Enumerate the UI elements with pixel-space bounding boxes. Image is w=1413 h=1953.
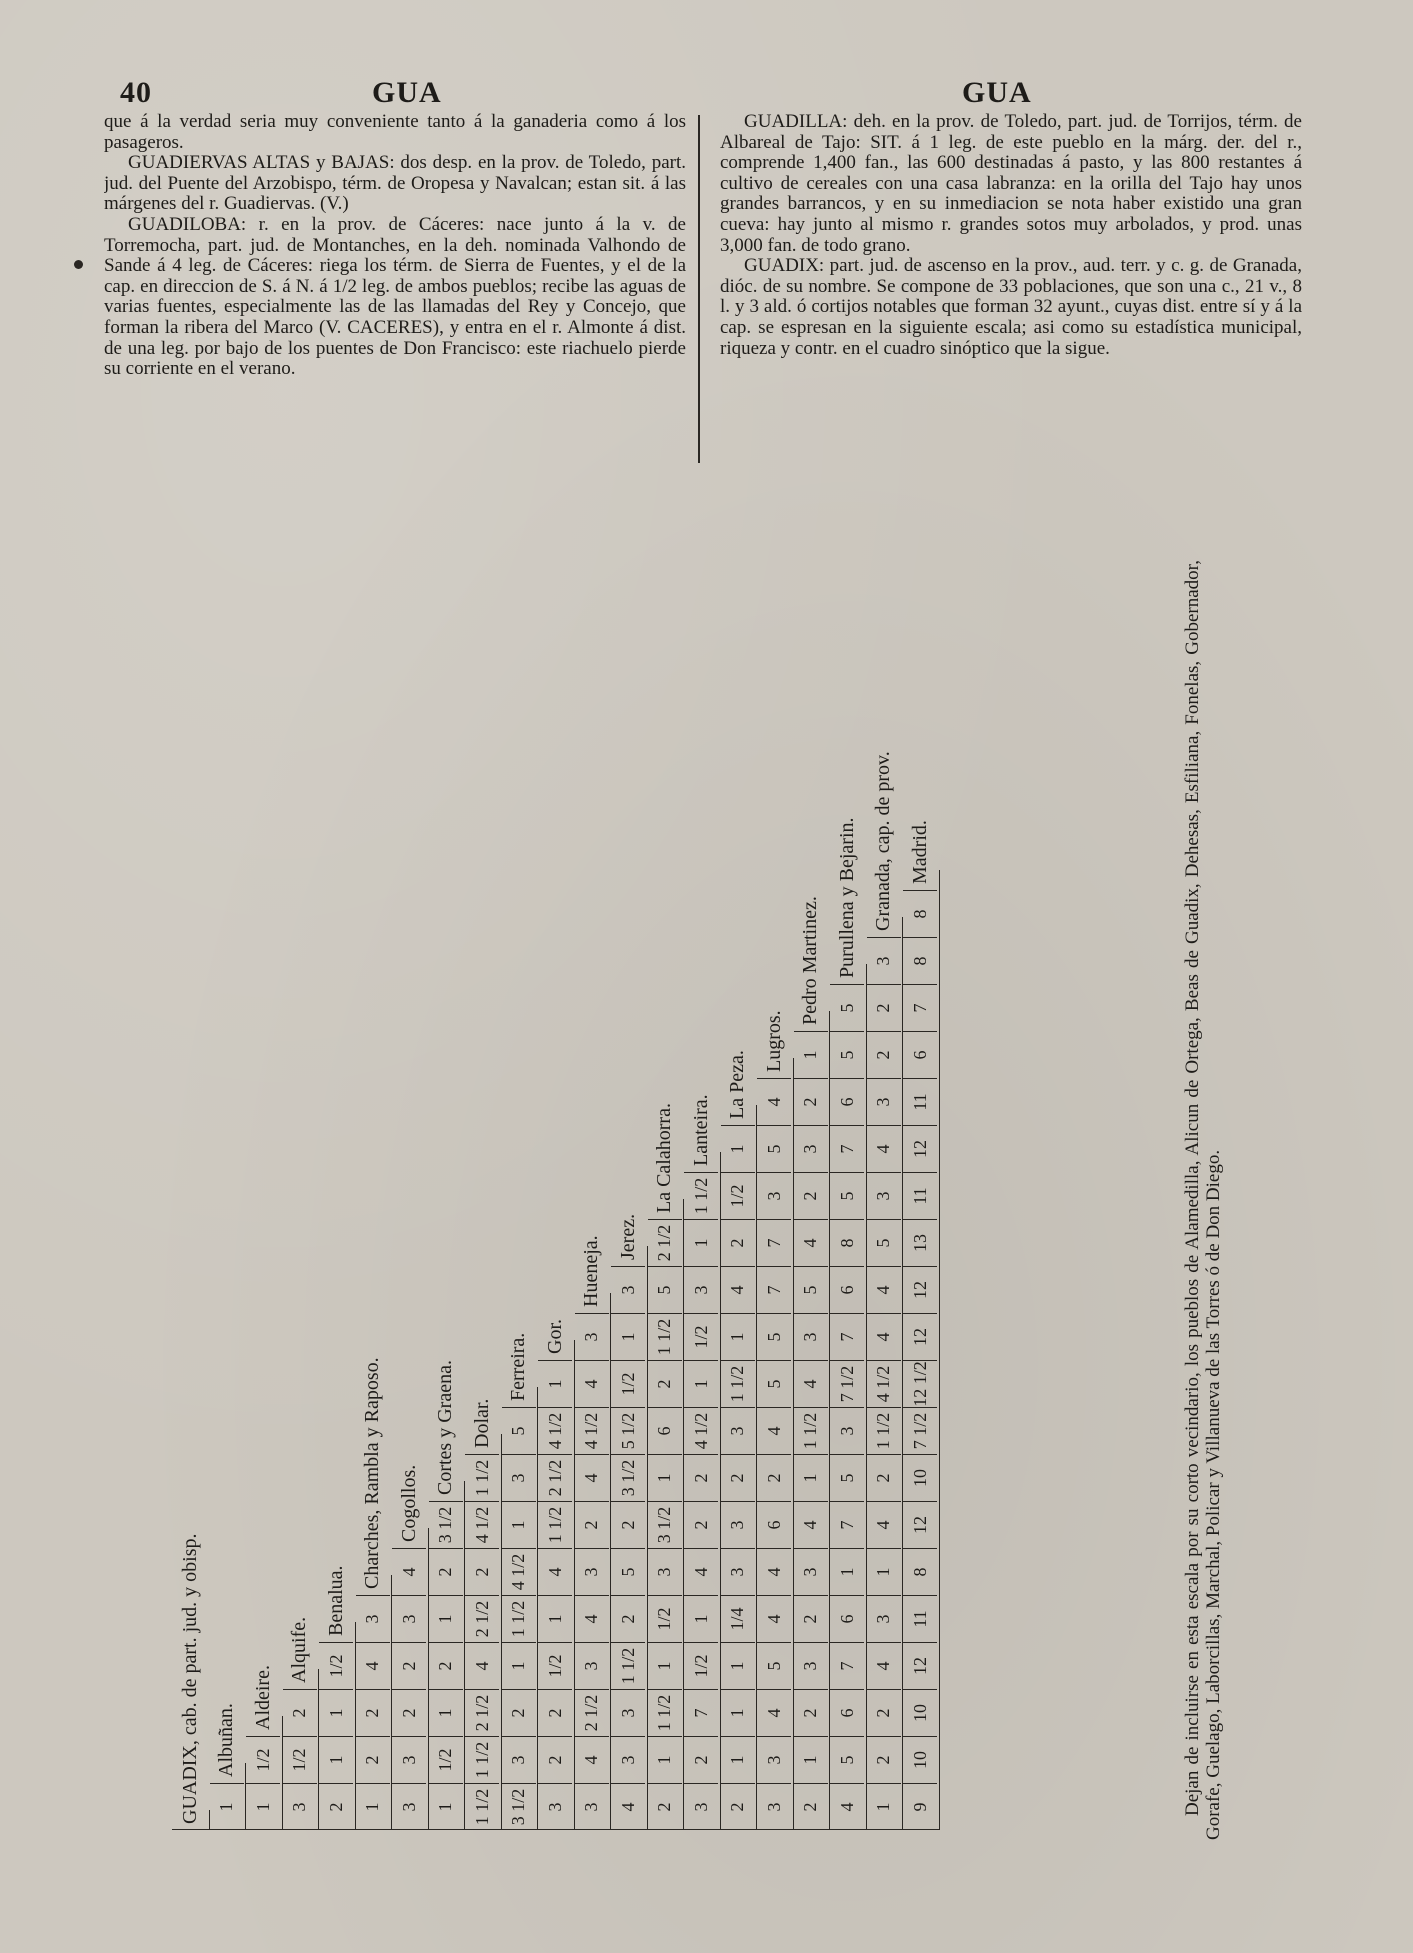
table-left-rule <box>172 1827 939 1830</box>
table-footnote <box>1182 560 1262 1840</box>
distance-cell: 7 <box>684 1689 718 1736</box>
distance-cell: 2 <box>867 1031 901 1078</box>
distance-cell: 5 <box>502 1407 536 1454</box>
distance-cell: 2 1/2 <box>538 1454 572 1501</box>
distance-cell: 7 <box>830 1125 864 1172</box>
distance-cell: 12 <box>903 1125 937 1172</box>
running-head-right: GUA <box>962 76 1032 109</box>
distance-cell: 4 1/2 <box>502 1548 536 1595</box>
distance-cell: 4 <box>757 1595 791 1642</box>
distance-cell: 4 <box>757 1548 791 1595</box>
distance-cell: 3 <box>502 1454 536 1501</box>
distance-cell: 1 1/2 <box>867 1407 901 1454</box>
distance-cell: 4 <box>721 1266 755 1313</box>
distance-cell: 3 <box>684 1783 718 1830</box>
distance-cell: 3 <box>830 1407 864 1454</box>
distance-cell: 1/2 <box>648 1595 682 1642</box>
distance-cell: 3 <box>867 937 901 984</box>
distance-cell: 7 <box>757 1219 791 1266</box>
distance-cell: 1 <box>721 1689 755 1736</box>
distance-cell: 2 <box>794 1172 828 1219</box>
distance-cell: 1 <box>794 1031 828 1078</box>
distance-cell: 1 <box>319 1736 353 1783</box>
distance-cell: 7 <box>903 984 937 1031</box>
distance-cell: 2 <box>538 1736 572 1783</box>
distance-cell: 5 <box>830 1031 864 1078</box>
paragraph: GUADILOBA: r. en la prov. de Cáceres: nace junto á la v. de Torremocha, part. jud. de Montanches, en la deh. nominada Valhondo de Sande á 4 leg. de Cáceres: riega los térm. de Sierra de Fuentes, y el de la cap. en direccion de S. á N. á 1/2 leg. de ambos pueblos; recibe las aguas de varias fuentes, especialmente las de las llamadas del Rey y Concejo, que forman la ribera del Marco (V. CACERES), y entra en el r. Almonte á dist. de una leg. por bajo de los puentes de Don Francisco: este riachuelo pierde su corriente en el verano. <box>104 213 686 380</box>
distance-cell: 2 <box>611 1501 645 1548</box>
town-name: Albuñan. <box>215 1703 237 1777</box>
distance-cell: 4 <box>867 1642 901 1689</box>
distance-cell: 2 <box>721 1219 755 1266</box>
distance-cell: 13 <box>903 1219 937 1266</box>
town-name: Lugros. <box>762 1010 785 1072</box>
distance-cell: 4 <box>794 1360 828 1407</box>
distance-cell: 3 <box>794 1642 828 1689</box>
distance-cell: 1 <box>538 1360 572 1407</box>
distance-cell: 1 <box>319 1689 353 1736</box>
distance-cell: 7 1/2 <box>830 1360 864 1407</box>
distance-cell: 5 <box>757 1642 791 1689</box>
distance-cell: 4 <box>575 1360 609 1407</box>
distance-cell: 4 <box>538 1548 572 1595</box>
distance-cell: 5 <box>757 1360 791 1407</box>
distance-cell: 4 <box>392 1548 426 1595</box>
distance-cell: 1 <box>648 1454 682 1501</box>
distance-cell: 3 <box>356 1595 390 1642</box>
distance-cell: 3 <box>648 1548 682 1595</box>
distance-cell: 2 <box>356 1736 390 1783</box>
distance-cell: 2 1/2 <box>648 1219 682 1266</box>
distance-cell: 4 <box>757 1078 791 1125</box>
town-name: Dolar. <box>470 1398 493 1448</box>
distance-cell: 5 <box>830 1172 864 1219</box>
distance-cell: 1 <box>684 1360 718 1407</box>
right-text-column <box>720 112 1302 452</box>
distance-cell: 3 <box>611 1736 645 1783</box>
distance-cell: 1 1/2 <box>648 1313 682 1360</box>
distance-cell: 6 <box>903 1031 937 1078</box>
distance-cell: 1 <box>867 1783 901 1830</box>
town-name: Lanteira. <box>689 1094 712 1166</box>
town-name: Gor. <box>543 1319 566 1354</box>
paragraph: GUADIERVAS ALTAS y BAJAS: dos desp. en la prov. de Toledo, part. jud. del Puente del Arzobispo, térm. de Oropesa y Navalcan; estan sit. á las márgenes del r. Guadiervas. (V.) <box>104 152 686 215</box>
distance-cell: 1 <box>429 1783 463 1830</box>
distance-cell: 2 <box>392 1689 426 1736</box>
distance-cell: 10 <box>903 1454 937 1501</box>
distance-cell: 3 1/2 <box>429 1501 463 1548</box>
distance-cell: 1 <box>246 1783 280 1830</box>
distance-cell: 1 <box>721 1125 755 1172</box>
distance-table <box>172 560 962 1830</box>
distance-cell: 2 1/2 <box>465 1689 499 1736</box>
distance-cell: 11 <box>903 1595 937 1642</box>
distance-cell: 4 <box>867 1501 901 1548</box>
distance-cell: 1 <box>867 1548 901 1595</box>
distance-cell: 1 1/2 <box>794 1407 828 1454</box>
distance-cell: 7 <box>830 1501 864 1548</box>
distance-cell: 7 <box>830 1313 864 1360</box>
column-divider <box>698 115 700 463</box>
distance-cell: 4 <box>465 1642 499 1689</box>
distance-cell: 9 <box>903 1783 937 1830</box>
distance-cell: 4 <box>830 1783 864 1830</box>
page-number: 40 <box>120 76 152 109</box>
distance-cell: 3 <box>392 1736 426 1783</box>
running-head-left: GUA <box>372 76 442 109</box>
distance-cell: 3 <box>757 1736 791 1783</box>
distance-cell: 2 <box>867 1689 901 1736</box>
distance-cell: 2 1/2 <box>575 1689 609 1736</box>
distance-cell: 2 <box>757 1454 791 1501</box>
distance-cell: 12 <box>903 1501 937 1548</box>
distance-cell: 1 <box>794 1736 828 1783</box>
distance-cell: 1 <box>684 1219 718 1266</box>
distance-cell: 11 <box>903 1172 937 1219</box>
distance-cell: 4 <box>867 1313 901 1360</box>
distance-cell: 1/2 <box>538 1642 572 1689</box>
distance-cell: 3 <box>721 1501 755 1548</box>
distance-cell: 7 <box>757 1266 791 1313</box>
distance-cell: 1 <box>830 1548 864 1595</box>
distance-cell: 1 1/2 <box>502 1595 536 1642</box>
distance-cell: 12 1/2 <box>903 1360 937 1407</box>
distance-cell: 4 <box>575 1595 609 1642</box>
distance-cell: 3 <box>757 1172 791 1219</box>
distance-cell: 3 <box>794 1548 828 1595</box>
distance-cell: 6 <box>830 1266 864 1313</box>
distance-cell: 2 <box>794 1689 828 1736</box>
town-name: Madrid. <box>908 820 931 884</box>
distance-cell: 8 <box>903 890 937 937</box>
distance-cell: 8 <box>903 1548 937 1595</box>
distance-cell: 10 <box>903 1689 937 1736</box>
distance-cell: 2 <box>429 1548 463 1595</box>
left-text-column <box>104 112 686 452</box>
distance-cell: 5 <box>794 1266 828 1313</box>
distance-cell: 3 <box>575 1548 609 1595</box>
paragraph: que á la verdad seria muy conveniente tanto á la ganaderia como á los pasageros. <box>104 112 686 153</box>
distance-cell: 1 1/2 <box>721 1360 755 1407</box>
town-name: La Calahorra. <box>653 1103 675 1213</box>
distance-cell: 3 <box>721 1548 755 1595</box>
distance-cell: 5 1/2 <box>611 1407 645 1454</box>
distance-table-wrapper <box>172 560 962 1840</box>
distance-cell: 2 <box>648 1360 682 1407</box>
distance-cell: 3 <box>867 1172 901 1219</box>
distance-cell: 1 <box>721 1736 755 1783</box>
distance-cell: 3 <box>757 1783 791 1830</box>
distance-cell: 1 1/2 <box>538 1501 572 1548</box>
town-name: Pedro Martinez. <box>799 896 821 1025</box>
distance-cell: 3 <box>611 1689 645 1736</box>
distance-cell: 4 <box>867 1125 901 1172</box>
distance-cell: 3 <box>867 1595 901 1642</box>
distance-cell: 2 <box>611 1595 645 1642</box>
distance-cell: 3 <box>611 1266 645 1313</box>
distance-cell: 1 <box>210 1783 244 1830</box>
distance-cell: 5 <box>648 1266 682 1313</box>
distance-cell: 5 <box>830 1454 864 1501</box>
distance-cell: 4 1/2 <box>867 1360 901 1407</box>
distance-cell: 6 <box>648 1407 682 1454</box>
distance-cell: 4 <box>757 1407 791 1454</box>
town-name: Alquife. <box>288 1616 310 1683</box>
distance-cell: 1 <box>721 1642 755 1689</box>
distance-cell: 3 <box>721 1407 755 1454</box>
distance-cell: 2 <box>538 1689 572 1736</box>
distance-cell: 2 <box>648 1783 682 1830</box>
distance-cell: 2 <box>794 1783 828 1830</box>
distance-cell: 2 <box>319 1783 353 1830</box>
distance-cell: 2 <box>867 1454 901 1501</box>
distance-cell: 4 1/2 <box>684 1407 718 1454</box>
town-name: Cortes y Graena. <box>434 1360 456 1495</box>
distance-cell: 1 <box>502 1642 536 1689</box>
distance-cell: 3 1/2 <box>648 1501 682 1548</box>
distance-cell: 4 <box>684 1548 718 1595</box>
distance-cell: 3 1/2 <box>611 1454 645 1501</box>
distance-cell: 3 <box>392 1595 426 1642</box>
distance-cell: 3 <box>867 1078 901 1125</box>
town-name: Ferreira. <box>507 1332 529 1401</box>
paragraph: GUADILLA: deh. en la prov. de Toledo, part. jud. de Torrijos, térm. de Albareal de Tajo: SIT. á 1 leg. de este pueblo en la márg. der. del r., comprende 1,400 fan., las 600 destinadas á pasto, y las 800 restantes á cultivo de cereales con una casa labranza: en la orilla del Tajo hay unos grandes barrancos, y en su inmediacion se nota haber existido una gran cueva: hay junto al mismo r. grandes sotos muy arbolados, y prod. unas 3,000 fan. de todo grano. <box>720 112 1302 256</box>
distance-cell: 2 <box>575 1501 609 1548</box>
distance-cell: 2 <box>684 1501 718 1548</box>
distance-cell: 1/2 <box>246 1736 280 1783</box>
distance-cell: 7 1/2 <box>903 1407 937 1454</box>
distance-cell: 1 <box>684 1595 718 1642</box>
distance-cell: 7 <box>830 1642 864 1689</box>
distance-cell: 4 <box>794 1219 828 1266</box>
footnote-text: Dejan de incluirse en esta escala por su corto vecindario, los pueblos de Alamedilla, Alicun de Ortega, Beas de Guadix, Dehesas, Esfiliana, Fonelas, Gobernador, Gorafe, Guelago, Laborcillas, Marchal, Policar y Villanueva de las Torres ó de Don Diego. <box>1182 560 1224 1840</box>
distance-cell: 3 <box>502 1736 536 1783</box>
distance-cell: 12 <box>903 1642 937 1689</box>
distance-cell: 1 <box>429 1689 463 1736</box>
distance-cell: 1 <box>538 1595 572 1642</box>
distance-cell: 1 <box>794 1454 828 1501</box>
distance-cell: 11 <box>903 1078 937 1125</box>
distance-cell: 3 <box>684 1266 718 1313</box>
distance-cell: 2 1/2 <box>465 1595 499 1642</box>
distance-cell: 6 <box>830 1595 864 1642</box>
distance-cell: 1 1/2 <box>648 1689 682 1736</box>
paragraph: GUADIX: part. jud. de ascenso en la prov., aud. terr. y c. g. de Granada, dióc. de su nombre. Se compone de 33 poblaciones, que son una c., 21 v., 8 l. y 3 ald. ó cortijos notables que forman 32 ayunt., cuyas dist. entre sí y á la cap. se espresan en la siguiente escala; asi como su estadística municipal, riqueza y contr. en el cuadro sinóptico que la sigue. <box>720 255 1302 359</box>
distance-cell: 3 <box>392 1783 426 1830</box>
distance-cell: 5 <box>830 1736 864 1783</box>
distance-cell: 1/2 <box>684 1313 718 1360</box>
distance-cell: 3 1/2 <box>502 1783 536 1830</box>
distance-cell: 2 <box>721 1454 755 1501</box>
distance-cell: 2 <box>794 1078 828 1125</box>
town-name: Charches, Rambla y Raposo. <box>361 1357 383 1589</box>
distance-cell: 1 1/2 <box>465 1454 499 1501</box>
distance-cell: 5 <box>757 1313 791 1360</box>
distance-cell: 1 <box>429 1595 463 1642</box>
distance-cell: 6 <box>757 1501 791 1548</box>
town-name: Jerez. <box>616 1213 639 1260</box>
distance-cell: 3 <box>575 1642 609 1689</box>
distance-cell: 2 <box>356 1689 390 1736</box>
distance-cell: 2 <box>684 1454 718 1501</box>
distance-cell: 1 1/2 <box>611 1642 645 1689</box>
distance-cell: 5 <box>830 984 864 1031</box>
distance-cell: 2 <box>283 1689 317 1736</box>
town-name: Purullena y Bejarin. <box>835 817 858 978</box>
distance-cell: 6 <box>830 1078 864 1125</box>
distance-cell: 3 <box>538 1783 572 1830</box>
distance-cell: 1/2 <box>283 1736 317 1783</box>
distance-cell: 2 <box>721 1783 755 1830</box>
town-name: La Peza. <box>726 1050 748 1119</box>
distance-cell: 1 <box>648 1642 682 1689</box>
distance-cell: 4 1/2 <box>465 1501 499 1548</box>
distance-cell: 1/4 <box>721 1595 755 1642</box>
distance-cell: 4 1/2 <box>575 1407 609 1454</box>
distance-cell: 4 <box>356 1642 390 1689</box>
distance-cell: 12 <box>903 1313 937 1360</box>
town-name: Cogollos. <box>397 1464 420 1542</box>
distance-cell: 2 <box>867 1736 901 1783</box>
distance-cell: 4 <box>575 1454 609 1501</box>
distance-cell: 1/2 <box>319 1642 353 1689</box>
distance-cell: 1 1/2 <box>465 1736 499 1783</box>
distance-cell: 1/2 <box>721 1172 755 1219</box>
town-name: Granada, cap. de prov. <box>872 751 894 931</box>
distance-cell: 4 1/2 <box>538 1407 572 1454</box>
distance-cell: 4 <box>611 1783 645 1830</box>
distance-cell: 4 <box>575 1736 609 1783</box>
town-name: Aldeire. <box>251 1665 274 1730</box>
distance-cell: 2 <box>794 1595 828 1642</box>
distance-cell: 2 <box>465 1548 499 1595</box>
distance-cell: 1 <box>502 1501 536 1548</box>
ink-blot <box>74 260 83 269</box>
distance-cell: 1 <box>356 1783 390 1830</box>
distance-cell: 1 1/2 <box>684 1172 718 1219</box>
distance-cell: 1 <box>611 1313 645 1360</box>
distance-cell: 1 <box>648 1736 682 1783</box>
distance-cell: 1 1/2 <box>465 1783 499 1830</box>
distance-cell: 8 <box>903 937 937 984</box>
distance-cell: 5 <box>611 1548 645 1595</box>
town-name: GUADIX, cab. de part. jud. y obisp. <box>178 1533 201 1824</box>
distance-cell: 10 <box>903 1736 937 1783</box>
distance-cell: 8 <box>830 1219 864 1266</box>
distance-cell: 2 <box>502 1689 536 1736</box>
distance-cell: 4 <box>867 1266 901 1313</box>
distance-cell: 3 <box>575 1783 609 1830</box>
distance-cell: 2 <box>684 1736 718 1783</box>
distance-cell: 3 <box>794 1313 828 1360</box>
distance-cell: 12 <box>903 1266 937 1313</box>
distance-cell: 2 <box>392 1642 426 1689</box>
row-rule <box>939 870 940 1830</box>
distance-cell: 4 <box>794 1501 828 1548</box>
distance-cell: 2 <box>429 1642 463 1689</box>
distance-cell: 3 <box>283 1783 317 1830</box>
town-name: Hueneja. <box>580 1235 602 1307</box>
town-name: Benalua. <box>324 1565 347 1636</box>
distance-cell: 5 <box>757 1125 791 1172</box>
distance-cell: 3 <box>575 1313 609 1360</box>
distance-cell: 1/2 <box>611 1360 645 1407</box>
distance-cell: 1/2 <box>684 1642 718 1689</box>
distance-cell: 4 <box>757 1689 791 1736</box>
distance-cell: 5 <box>867 1219 901 1266</box>
distance-cell: 1 <box>721 1313 755 1360</box>
distance-cell: 6 <box>830 1689 864 1736</box>
distance-cell: 1/2 <box>429 1736 463 1783</box>
distance-cell: 3 <box>794 1125 828 1172</box>
distance-cell: 2 <box>867 984 901 1031</box>
